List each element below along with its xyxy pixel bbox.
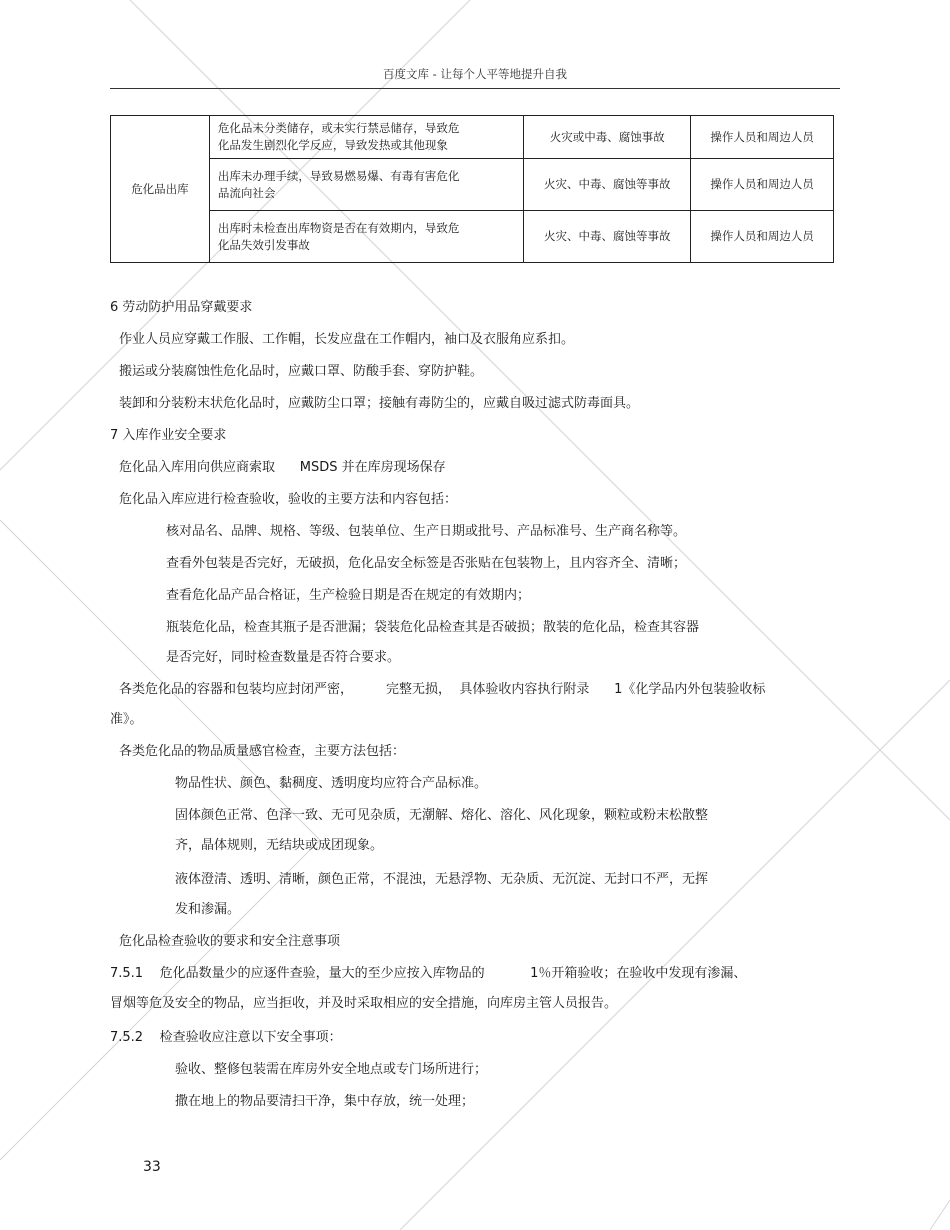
body-line: 危化品入库应进行检查验收，验收的主要方法和内容包括： (119, 492, 458, 507)
body-line: 查看外包装是否完好，无破损，危化品安全标签是否张贴在包装物上，且内容齐全、清晰； (166, 556, 687, 571)
table-row (111, 116, 834, 159)
affected-cell: 操作人员和周边人员 (691, 116, 834, 159)
body-line: 准》。 (110, 712, 143, 727)
body-line: 危化品入库用向供应商索取 MSDS 并在库房现场保存 (119, 460, 446, 475)
body-line: 核对品名、品牌、规格、等级、包装单位、生产日期或批号、产品标准号、生产商名称等。 (166, 524, 687, 539)
affected-cell: 操作人员和周边人员 (691, 211, 834, 263)
body-line: 查看危化品产品合格证，生产检验日期是否在规定的有效期内； (166, 588, 531, 603)
condition-text (218, 221, 460, 252)
condition-line: 出库未办理手续，导致易燃易爆、有毒有害危化 (217, 168, 460, 183)
page-header: 百度文库 - 让每个人平等地提升自我 (110, 60, 840, 89)
body-line: 物品性状、颜色、黏稠度、透明度均应符合产品标准。 (175, 776, 488, 791)
hazard-table (110, 115, 834, 263)
condition-cell (209, 159, 524, 211)
condition-line: 化品失效引发事故 (217, 237, 310, 252)
accident-cell: 火灾、中毒、腐蚀等事故 (524, 159, 691, 211)
body-line: 撒在地上的物品要清扫干净，集中存放，统一处理； (175, 1094, 475, 1109)
body-line: 验收、整修包装需在库房外安全地点或专门场所进行； (175, 1062, 488, 1077)
condition-line: 出库时未检查出库物资是否在有效期内，导致危 (217, 220, 460, 235)
table-row (111, 211, 834, 263)
accident-cell: 火灾、中毒、腐蚀等事故 (524, 211, 691, 263)
accident-cell: 火灾或中毒、腐蚀事故 (524, 116, 691, 159)
body-line: 各类危化品的物品质量感官检查，主要方法包括： (119, 744, 406, 759)
body-line: 冒烟等危及安全的物品，应当拒收，并及时采取相应的安全措施，向库房主管人员报告。 (110, 996, 618, 1011)
condition-cell (209, 116, 524, 159)
body-line: 固体颜色正常、色泽一致、无可见杂质，无潮解、熔化、溶化、风化现象，颗粒或粉末松散整 (175, 808, 709, 823)
body-line: 装卸和分装粉末状危化品时，应戴防尘口罩；接触有毒防尘的，应戴自吸过滤式防毒面具。 (119, 396, 640, 411)
condition-text (218, 121, 460, 152)
condition-cell (209, 211, 524, 263)
condition-text (218, 169, 460, 200)
page-number: 33 (143, 1159, 161, 1175)
body-line: 瓶装危化品，检查其瓶子是否泄漏；袋装危化品检查其是否破损；散装的危化品，检查其容器 (166, 620, 700, 635)
body-line: 危化品检查验收的要求和安全注意事项 (119, 934, 341, 949)
condition-line: 化品发生剧烈化学反应，导致发热或其他现象 (217, 138, 448, 152)
section-heading-6: 6 劳动防护用品穿戴要求 (110, 300, 253, 315)
body-line: 作业人员应穿戴工作服、工作帽，长发应盘在工作帽内，袖口及衣服角应系扣。 (119, 332, 575, 347)
body-line: 是否完好，同时检查数量是否符合要求。 (166, 650, 401, 665)
body-line: 搬运或分装腐蚀性危化品时，应戴口罩、防酸手套、穿防护鞋。 (119, 364, 484, 379)
condition-line: 危化品未分类储存，或未实行禁忌储存，导致危 (217, 121, 460, 135)
affected-cell: 操作人员和周边人员 (691, 159, 834, 211)
category-cell: 危化品出库 (111, 116, 210, 263)
table-row (111, 159, 834, 211)
section-heading-7: 7 入库作业安全要求 (110, 428, 227, 443)
body-line: 7.5.1 危化品数量少的应逐件查验，量大的至少应按入库物品的 1％开箱验收；在验收中发现有渗漏、 (110, 966, 747, 981)
body-line: 各类危化品的容器和包装均应封闭严密， 完整无损， 具体验收内容执行附录 1《化学品内外包装验收标 (119, 682, 766, 697)
body-line: 液体澄清、透明、清晰，颜色正常，不混浊，无悬浮物、无杂质、无沉淀、无封口不严，无挥 (175, 872, 709, 887)
body-line: 发和渗漏。 (175, 902, 241, 917)
body-line: 齐，晶体规则，无结块或成团现象。 (175, 838, 384, 853)
condition-line: 品流向社会 (217, 185, 276, 200)
body-line: 7.5.2 检查验收应注意以下安全事项： (110, 1030, 342, 1045)
